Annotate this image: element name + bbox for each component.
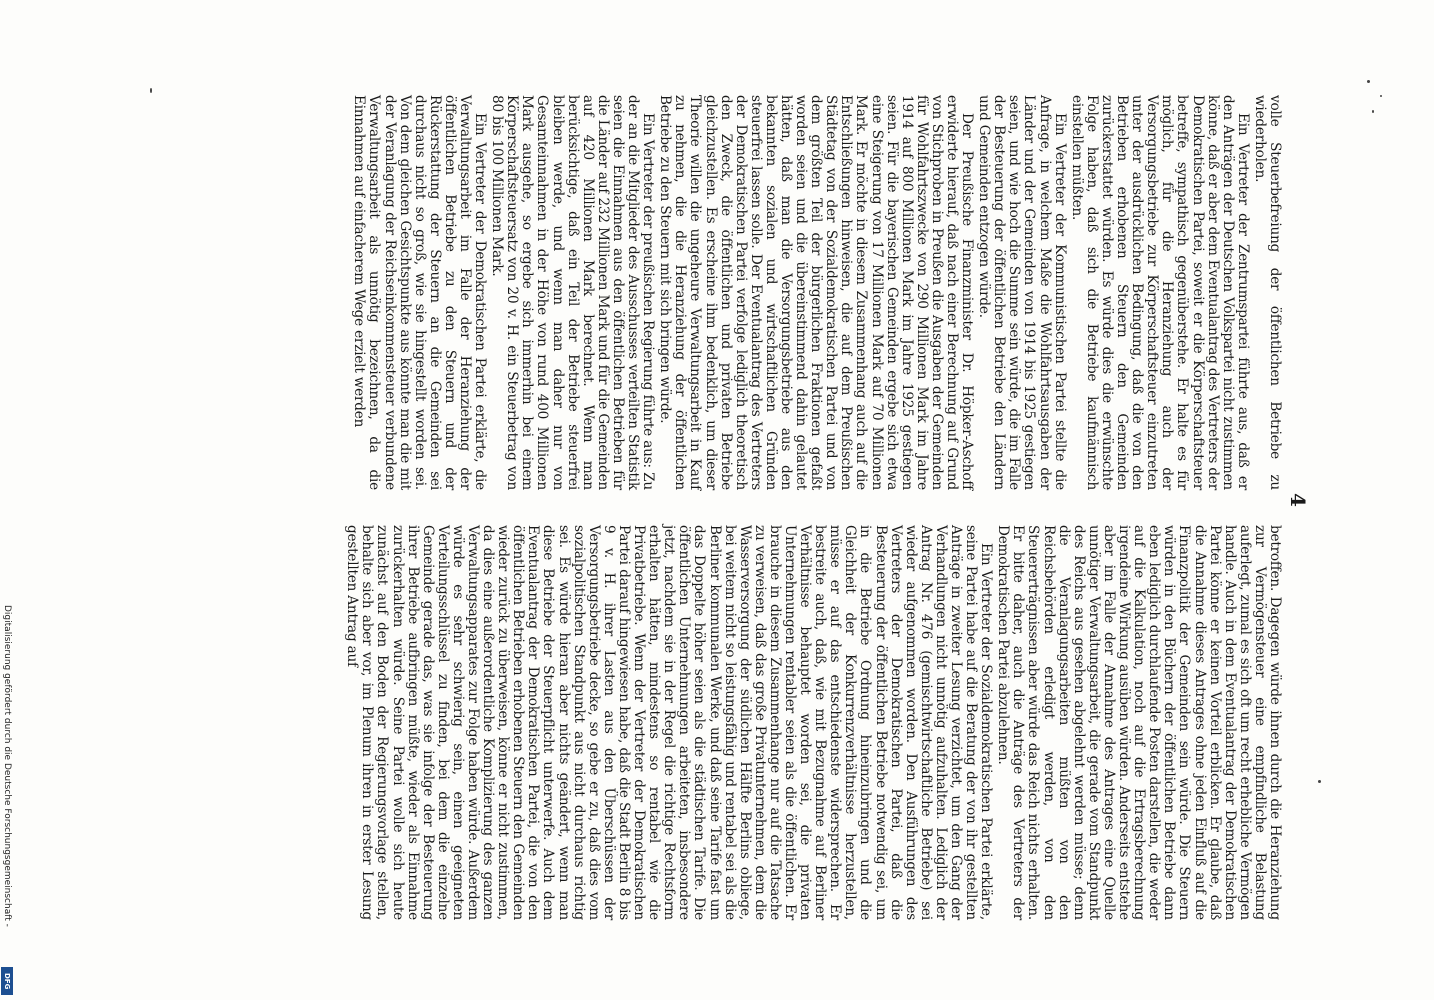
text-column-right	[349, 95, 1282, 490]
scan-speck	[1380, 95, 1382, 97]
scan-speck	[1367, 80, 1370, 83]
text-column-left	[342, 525, 1282, 920]
paragraph: betroffen. Dagegen würde ihnen durch die Heranziehung zur Vermögensteuer eine empfindliche Belastung auferlegt, zumal es sich oft um recht erhebliche Vermögen handle. Auch in dem Eventualantrag der Demokratischen Partei könne er keinen Vorteil erblicken. Er glaube, daß die Annahme dieses Antrages ohne jeden Einfluß auf die Finanzpolitik der Gemeinden sein würde. Die Steuern würden in den Büchern der öffentlichen Betriebe dann eben lediglich durchlaufende Posten darstellen, die weder auf die Kalkulation, noch auf die Ertragsberechnung irgendeine Wirkung ausüben würden. Anderseits entstehe aber im Falle der Annahme des Antrages eine Quelle unnötiger Verwaltungsarbeit, die gerade vom Standpunkt des Reichs aus gesehen abgelehnt werden müsse; denn die Veranlagungsarbeiten müßten von den Reichsbehörden erledigt werden, von den Steuererträgnissen aber würde das Reich nichts erhalten. Er bitte daher, auch die Anträge des Vertreters der Demokratischen Partei abzulehnen.	[995, 525, 1283, 920]
paragraph: volle Steuerbefreiung der öffentlichen Betriebe zu wiederholen.	[1251, 95, 1283, 490]
credit-text: Digitalisierung gefördert durch die Deutsche Forschungsgemeinschaft -	[2, 605, 12, 927]
scan-speck	[1372, 110, 1374, 113]
scan-speck	[1318, 780, 1321, 783]
dfg-logo-icon: DFG	[1, 967, 13, 995]
scan-speck	[150, 88, 152, 93]
digitization-credit	[0, 0, 10, 1000]
paragraph: Ein Vertreter der Kommunistischen Partei stellte die Anfrage, in welchem Maße die Wohlfahrtsausgaben der Länder und der Gemeinden von 1914 bis 1925 gestiegen seien, und wie hoch die Summe sein würde, die im Falle der Besteuerung der öffentlichen Betriebe den Ländern und Gemeinden entzogen würde.	[976, 95, 1068, 490]
rotated-page-content	[120, 95, 1310, 975]
paragraph: Der Preußische Finanzminister Dr. Höpker-Aschoff erwiderte hierauf, daß nach einer Berechnung auf Grund von Stichproben in Preußen die Ausgaben der Gemeinden für Wohlfahrtszwecke von 290 Millionen Mark im Jahre 1914 auf 800 Millionen Mark im Jahre 1925 gestiegen seien. Für die bayerischen Gemeinden ergebe sich etwa eine Steigerung von 17 Millionen Mark auf 70 Millionen Mark. Er möchte in diesem Zusammenhang auch auf die Entschließungen hinweisen, die auf dem Preußischen Städtetag von der Sozialdemokratischen Partei und von dem größten Teil der bürgerlichen Fraktionen gefaßt worden seien und die übereinstimmend dahin gelautet hätten, daß man die Versorgungsbetriebe aus den bekannten sozialen und wirtschaftlichen Gründen steuerfrei lassen solle. Der Eventualantrag des Vertreters der Demokratischen Partei verfolge lediglich theoretisch den Zweck, die öffentlichen und privaten Betriebe gleichzustellen. Es erscheine ihm bedenklich, um dieser Theorie willen die ungeheure Verwaltungsarbeit in Kauf zu nehmen, die die Heranziehung der öffentlichen Betriebe zu den Steuern mit sich bringen würde.	[657, 95, 976, 490]
paragraph: Ein Vertreter der Sozialdemokratischen Partei erklärte, seine Partei habe auf die Beratung der von ihr gestellten Anträge in zweiter Lesung verzichtet, um den Gang der Verhandlungen nicht unnötig aufzuhalten. Lediglich der Antrag Nr. 476 (gemischtwirtschaftliche Betriebe) sei wieder aufgenommen worden. Den Ausführungen des Vertreters der Demokratischen Partei, daß die Besteuerung der öffentlichen Betriebe notwendig sei, um in die Betriebe Ordnung hineinzubringen und die Gleichheit der Konkurrenzverhältnisse herzustellen, müsse er auf das entschiedenste widersprechen. Er bestreite auch, daß, wie mit Bezugnahme auf Berliner Verhältnisse behauptet worden sei, die privaten Unternehmungen rentabler seien als die öffentlichen. Er brauche in diesem Zusammenhange nur auf die Tatsache zu verweisen, daß das große Privatunternehmen, dem die Wasserversorgung der südlichen Hälfte Berlins obliege, bei weitem nicht so leistungsfähig und rentabel sei als die Berliner kommunalen Werke, und daß seine Tarife fast um das Doppelte höher seien als die städtischen Tarife. Die öffentlichen Unternehmungen arbeiteten, insbesondere jetzt, nachdem sie in der Regel die richtige Rechtsform erhalten hätten, mindestens so rentabel wie die Privatbetriebe. Wenn der Vertreter der Demokratischen Partei darauf hingewiesen habe, daß die Stadt Berlin 8 bis 9 v. H. ihrer Lasten aus den Überschüssen der Versorgungsbetriebe decke, so gebe er zu, daß dies vom sozialpolitischen Standpunkt aus nicht durchaus richtig sei. Es würde hieran aber nichts geändert, wenn man diese Betriebe der Steuerpflicht unterwerfe. Auch dem Eventualantrag der Demokratischen Partei, die von den öffentlichen Betrieben erhobenen Steuern den Gemeinden wieder zurück zu überweisen, könne er nicht zustimmen, da dies eine außerordentliche Komplizierung des ganzen Verwaltungsapparates zur Folge haben würde. Außerdem würde es sehr schwierig sein, einen geeigneten Verteilungsschlüssel zu finden, bei dem die einzelne Gemeinde gerade das, was sie infolge der Besteuerung ihrer Betriebe aufbringen müßte, wieder als Einnahme zurückerhalten würde. Seine Partei wolle sich heute zunächst auf den Boden der Regierungsvorlage stellen, behalte sich aber vor, im Plenum ihren in erster Lesung gestellten Antrag auf	[344, 525, 995, 920]
paragraph: Ein Vertreter der preußischen Regierung führte aus: Zu der an die Mitglieder des Ausschusses verteilten Statistik seien die Einnahmen aus den öffentlichen Betrieben für die Länder auf 232 Millionen Mark und für die Gemeinden auf 420 Millionen Mark berechnet. Wenn man berücksichtige, daß ein Teil der Betriebe steuerfrei bleiben werde, und wenn man daher nur von Gesamteinnahmen in der Höhe von rund 400 Millionen Mark ausgehe, so ergebe sich immerhin bei einem Körperschaftsteuersatz von 20 v. H. ein Steuerbetrag von 80 bis 100 Millionen Mark.	[489, 95, 657, 490]
page-number: 4	[1286, 493, 1310, 507]
paragraph: Ein Vertreter der Zentrumspartei führte aus, daß er den Anträgen der Deutschen Volkspartei nicht zustimmen könne, daß er aber dem Eventualantrag des Vertreters der Demokratischen Partei, soweit er die Körperschaftsteuer betreffe, sympathisch gegenüberstehe. Er halte es für möglich, für die Heranziehung auch der Versorgungsbetriebe zur Körperschaftsteuer einzutreten unter der ausdrücklichen Bedingung, daß die von den Betrieben erhobenen Steuern den Gemeinden zurückerstattet würden. Es würde dies die erwünschte Folge haben, daß sich die Betriebe kaufmännisch einstellen müßten.	[1068, 95, 1251, 490]
paragraph: Ein Vertreter der Demokratischen Partei erklärte, die Verwaltungsarbeit im Falle der Heranziehung der öffentlichen Betriebe zu den Steuern und der Rückerstattung der Steuern an die Gemeinden sei durchaus nicht so groß, wie sie hingestellt worden sei. Von dem gleichen Gesichtspunkte aus könnte man die mit der Veranlagung der Reichseinkommensteuer verbundene Verwaltungsarbeit als unnötig bezeichnen, da die Einnahmen auf einfacherem Wege erzielt werden	[351, 95, 489, 490]
